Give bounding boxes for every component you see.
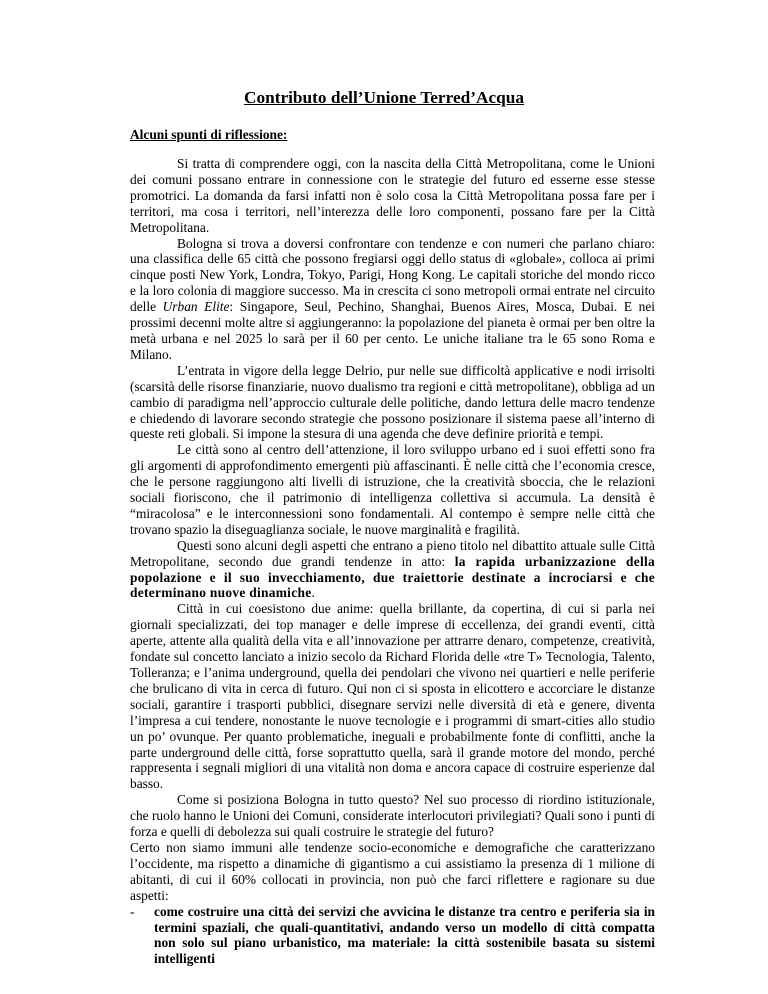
paragraph-8: Certo non siamo immuni alle tendenze socio-economiche e demografiche che caratterizzano l’occidente, ma rispetto a dinamiche di gigantismo a cui assistiamo la presenza di 1 milione di abitanti, di cui il 60% collocati in provincia, non può che farci riflettere e ragionare su due aspetti: xyxy=(130,839,655,903)
section-heading: Alcuni spunti di riflessione: xyxy=(130,127,288,142)
paragraph-4: Le città sono al centro dell’attenzione, il loro sviluppo urbano ed i suoi effetti sono fra gli argomenti di approfondimento emergenti più affascinanti. È nelle città che l’economia cresce, che le persone raggiungono alti livelli di istruzione, che la creatività sboccia, che le relazioni sociali fioriscono, che il patrimonio di intelligenza collettiva si accumula. La densità è “miracolosa” e le interconnessioni sono fondamentali. Al contempo è sempre nelle città che trovano spazio la diseguaglianza sociale, le nuove marginalità e fragilità. xyxy=(130,442,655,537)
bullet-text: come costruire una città dei servizi che avvicina le distanze tra centro e periferia sia in termini spaziali, che quali-quantitativi, andando verso un modello di città compatta non solo sul piano urbanistico, ma materiale: la città sostenibile basata su sistemi intelligenti xyxy=(154,903,655,967)
document-title: Contributo dell’Unione Terred’Acqua xyxy=(243,88,525,107)
paragraph-7: Come si posiziona Bologna in tutto questo? Nel suo processo di riordino istituzionale, che ruolo hanno le Unioni dei Comuni, considerate interlocutori privilegiati? Quali sono i punti di forza e quelli di debolezza sui quali costruire le strategie del futuro? xyxy=(130,792,655,840)
paragraph-5: Questi sono alcuni degli aspetti che entrano a pieno titolo nel dibattito attuale sulle Città Metropolitane, secondo due grandi tendenze in atto: la rapida urbanizzazione della popolazione e il suo invecchiamento, due traiettorie destinate a incrociarsi e che determinano nuove dinamiche. xyxy=(130,537,656,601)
bold-trends: la rapida urbanizzazione della popolazione e il suo invecchiamento, due traiettorie destinate a incrociarsi e che determinano nuove dinamiche xyxy=(130,553,656,601)
paragraph-6: Città in cui coesistono due anime: quella brillante, da copertina, di cui si parla nei giornali specializzati, dei top manager e delle imprese di eccellenza, dei grandi eventi, città aperte, attente alla qualità della vita e all’innovazione per attrarre denaro, competenze, creatività, fondate sul concetto lanciato a inizio secolo da Richard Florida delle «tre T» Tecnologia, Talento, Tolleranza; e l’anima underground, quella dei pendolari che vivono nei quartieri e nelle periferie che brulicano di vita in cerca di futuro. Qui non ci si sposta in elicottero e accorciare le distanze sociali, garantire i trasporti pubblici, disegnare servizi nelle diversità di età e genere, diventa l’impresa a cui tendere, nonostante le nuove tecnologie e i programmi di smart-cities allo studio un po’ ovunque. Per quanto problematiche, ineguali e probabilmente fonte di conflitti, anche la parte underground delle città, forse soprattutto quella, sarà il grande motore del mondo, perché rappresenta i segnali migliori di una vitalità non doma e ancora capace di costruire esperienze dal basso. xyxy=(130,601,655,792)
paragraph-2: Bologna si trova a doversi confrontare con tendenze e con numeri che parlano chiaro: una classifica delle 65 città che possono fregiarsi oggi dello status di «globale», colloca ai primi cinque posti New York, Londra, Tokyo, Parigi, Hong Kong. Le capitali storiche del mondo ricco e la loro colonia di maggiore successo. Ma in crescita ci sono metropoli ormai entrate nel circuito delle Urban Elite: Singapore, Seul, Pechino, Shanghai, Buenos Aires, Mosca, Dubai. E nei prossimi decenni molte altre si aggiungeranno: la popolazione del pianeta è ormai per ben oltre la metà urbana e nel 2025 lo sarà per il 60 per cento. Le uniche italiane tra le 65 sono Roma e Milano. xyxy=(130,235,655,362)
paragraph-1: Si tratta di comprendere oggi, con la nascita della Città Metropolitana, come le Unioni dei comuni possano entrare in connessione con le strategie del futuro ed esserne esse stesse promotrici. La domanda da farsi infatti non è solo cosa la Città Metropolitana possa fare per i territori, ma cosa i territori, nell’interezza delle loro componenti, possano fare per la Città Metropolitana. xyxy=(130,156,655,235)
bullet-dash: - xyxy=(130,903,135,919)
bullet-item xyxy=(130,904,655,968)
paragraph-3: L’entrata in vigore della legge Delrio, pur nelle sue difficoltà applicative e nodi irrisolti (scarsità delle risorse finanziarie, nuovo dualismo tra regioni e città metropolitane), obbliga ad un cambio di paradigma nell’approccio culturale delle politiche, dando lettura delle macro tendenze e chiedendo di lavorare secondo strategie che possono posizionare il sistema paese all’interno di queste reti globali. Si impone la stesura di una agenda che deve definire priorità e tempi. xyxy=(130,362,655,442)
document-body xyxy=(130,156,655,967)
emphasis-urban-elite: Urban Elite xyxy=(162,299,230,315)
